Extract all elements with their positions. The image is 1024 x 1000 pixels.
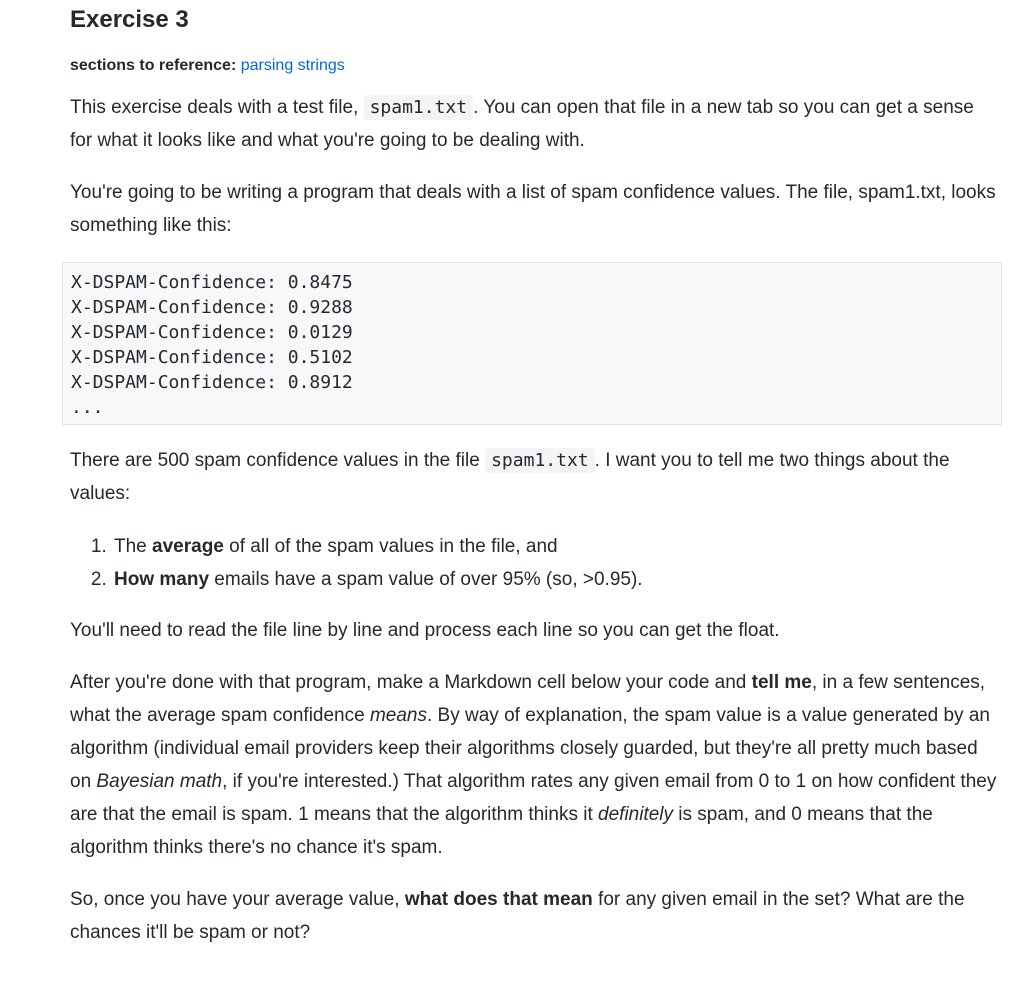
bold-text: what does that mean [404,889,593,910]
text-span: , in a few sentences, what the average spam confidence [70,672,986,726]
code-block [62,262,1002,425]
parsing-strings-link[interactable]: parsing strings [240,57,345,74]
intro-text-b: . You can open that file in a new tab so you can get a sense for what it looks like and what you're going to be dealing with. [70,97,974,151]
list-item-text: of all of the spam values in the file, and [223,536,558,557]
task-list [70,530,1000,596]
read-file-paragraph: You'll need to read the file line by line and process each line so you can get the float. [70,620,780,641]
program-description-paragraph: You're going to be writing a program that deals with a list of spam confidence values. The file, spam1.txt, looks something like this: [70,182,996,236]
markdown-cell [70,0,1000,949]
intro-text-a: This exercise deals with a test file, [70,97,359,118]
text-span: for any given email in the set? What are the chances it'll be spam or not? [70,889,965,943]
code-line: X-DSPAM-Confidence: 0.8475 [71,272,353,293]
values-paragraph [70,444,1000,510]
italic-text: Bayesian math [96,771,223,792]
closing-question-paragraph [70,883,1000,949]
values-text-b: . I want you to tell me two things about the values: [70,450,950,504]
intro-paragraph [70,91,1000,157]
list-item-text: emails have a spam value of over 95% (so, >0.95). [209,569,643,590]
values-text-a: There are 500 spam confidence values in the file [70,450,480,471]
code-line: X-DSPAM-Confidence: 0.9288 [71,297,353,318]
text-span: . By way of explanation, the spam value is a value generated by an algorithm (individual email providers keep their algorithms closely guarded, but they're all pretty much based on [70,705,990,792]
spam-file-code-2: spam1.txt [485,448,595,473]
code-line: X-DSPAM-Confidence: 0.8912 [71,372,353,393]
sections-reference-label: sections to reference: [70,57,237,74]
text-span: , if you're interested.) That algorithm rates any given email from 0 to 1 on how confident they are that the email is spam. 1 means that the algorithm thinks it [70,771,997,825]
text-span: After you're done with that program, make a Markdown cell below your code and [70,672,752,693]
list-item-text: The [114,536,153,557]
sections-reference [70,55,1000,77]
italic-text: means [369,705,427,726]
text-span: is spam, and 0 means that the algorithm thinks there's no chance it's spam. [70,804,933,858]
text-span: So, once you have your average value, [70,889,405,910]
list-item [112,563,1000,596]
code-line-ellipsis: ... [71,397,104,418]
list-item-bold: How many [114,569,210,590]
markdown-instructions-paragraph [70,666,1000,864]
bold-text: tell me [751,672,812,693]
code-line: X-DSPAM-Confidence: 0.5102 [71,347,353,368]
spam-file-code: spam1.txt [364,95,474,120]
exercise-title: Exercise 3 [70,6,189,33]
list-item [112,530,1000,563]
code-line: X-DSPAM-Confidence: 0.0129 [71,322,353,343]
italic-text: definitely [598,804,674,825]
list-item-bold: average [152,536,224,557]
